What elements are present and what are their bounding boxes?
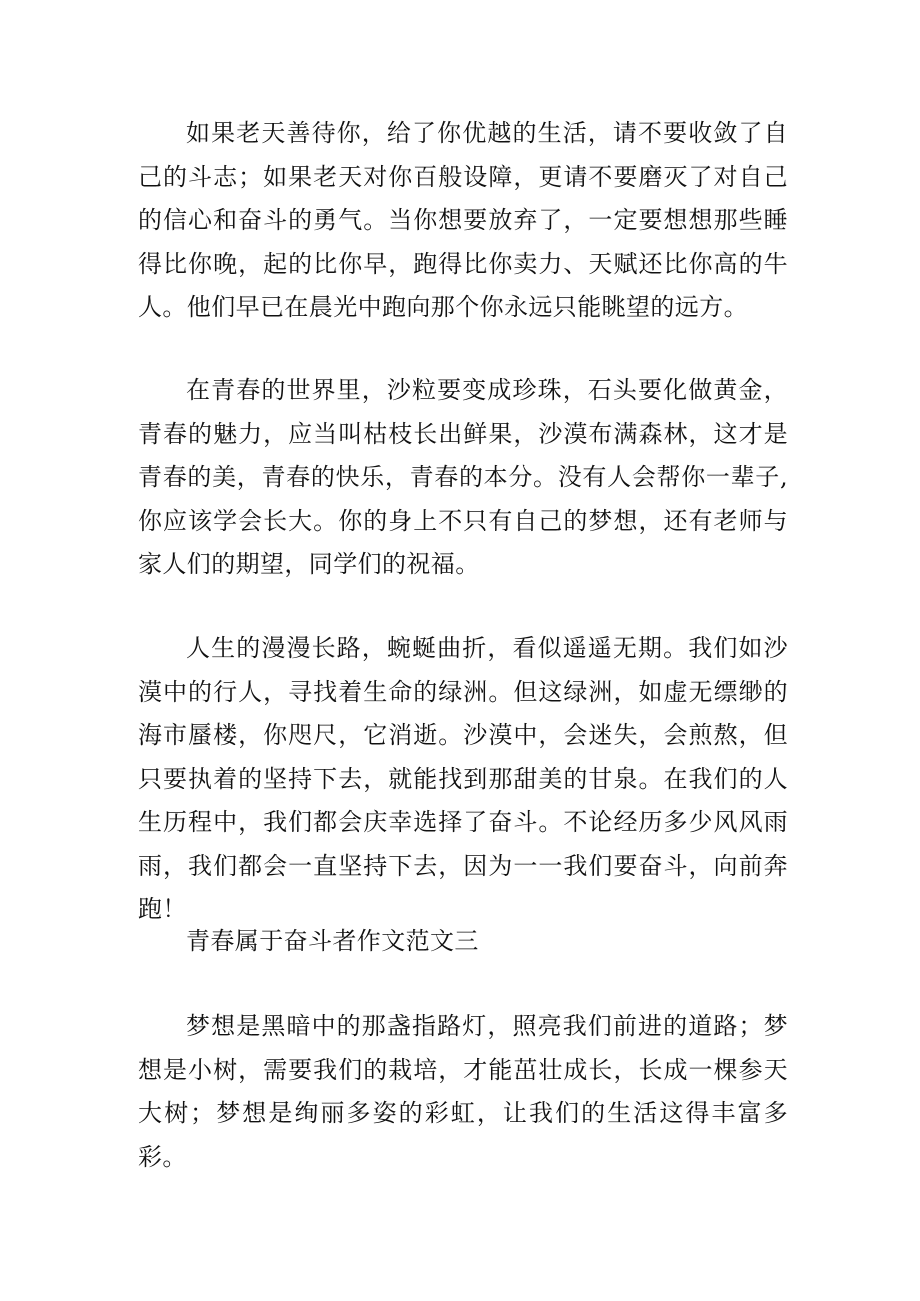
paragraph-4: 梦想是黑暗中的那盏指路灯，照亮我们前进的道路；梦想是小树，需要我们的栽培，才能茁壮成长，长成一棵参天大树；梦想是绚丽多姿的彩虹，让我们的生活这得丰富多彩。 bbox=[138, 1012, 788, 1171]
paragraph-2: 在青春的世界里，沙粒要变成珍珠，石头要化做黄金，青春的魅力，应当叫枯枝长出鲜果，沙漠布满森林，这才是青春的美，青春的快乐，青春的本分。没有人会帮你一辈子,你应该学会长大。你的身上不只有自己的梦想，还有老师与家人们的期望，同学们的祝福。 bbox=[138, 376, 788, 578]
paragraph-3: 人生的漫漫长路，蜿蜒曲折，看似遥遥无期。我们如沙漠中的行人，寻找着生命的绿洲。但这绿洲，如虚无缥缈的海市蜃楼，你咫尺，它消逝。沙漠中，会迷失，会煎熬，但只要执着的坚持下去，就能找到那甜美的甘泉。在我们的人生历程中，我们都会庆幸选择了奋斗。不论经历多少风风雨雨，我们都会一直坚持下去，因为一一我们要奋斗，向前奔跑！ bbox=[138, 634, 788, 923]
paragraph-1: 如果老天善待你，给了你优越的生活，请不要收敛了自己的斗志；如果老天对你百般设障，更请不要磨灭了对自己的信心和奋斗的勇气。当你想要放弃了，一定要想想那些睡得比你晚，起的比你早，跑得比你卖力、天赋还比你高的牛人。他们早已在晨光中跑向那个你永远只能眺望的远方。 bbox=[138, 119, 788, 321]
section-heading: 青春属于奋斗者作文范文三 bbox=[186, 927, 479, 955]
